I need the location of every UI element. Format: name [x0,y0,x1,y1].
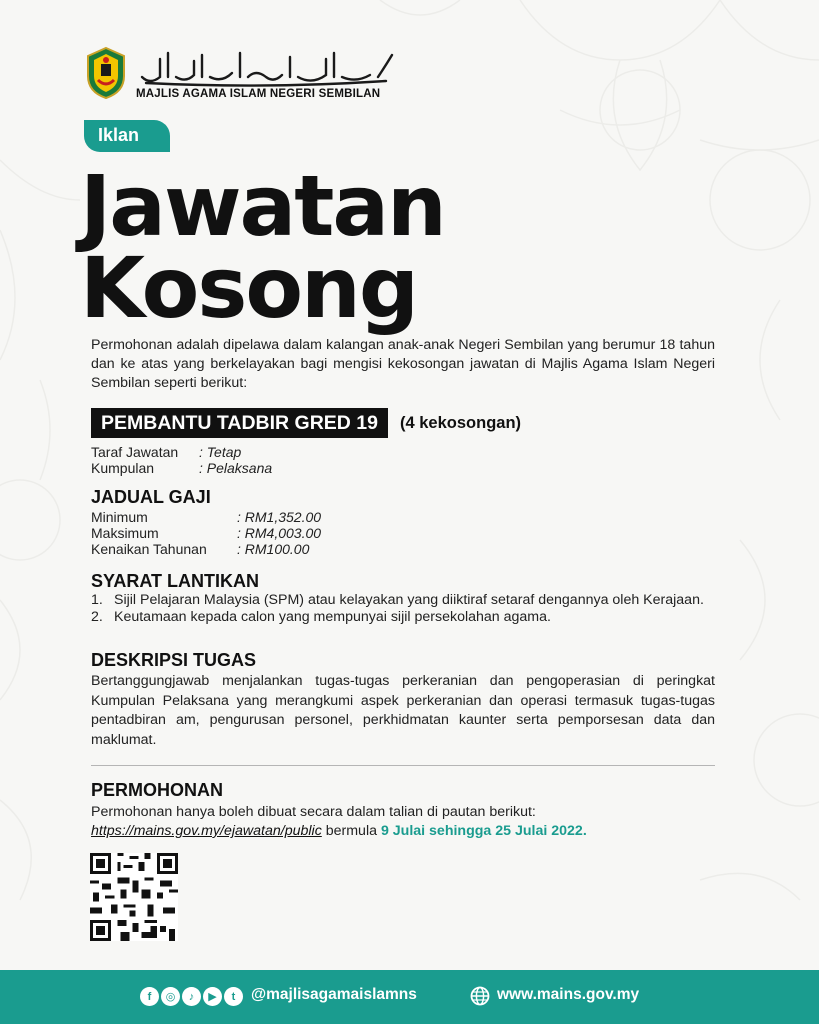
application-dates: 9 Julai sehingga 25 Julai 2022. [380,823,587,839]
position-title: PEMBANTU TADBIR GRED 19 [91,408,388,438]
list-item [91,592,711,609]
iklan-tag: Iklan [84,120,170,152]
qr-code-icon[interactable] [90,853,178,941]
position-row [91,408,521,438]
social-icons [140,987,245,1006]
header [84,46,398,100]
list-text: Sijil Pelajaran Malaysia (SPM) atau kelayakan yang diiktiraf setaraf dengannya oleh Kerajaan. [114,592,704,608]
detail-row [91,444,272,460]
detail-value: : Pelaksana [199,460,273,476]
requirements-heading: SYARAT LANTIKAN [91,571,260,591]
crest-logo-icon [84,46,128,100]
jawi-calligraphy-logo [136,47,398,87]
salary-label: Kenaikan Tahunan [91,541,207,557]
website-link[interactable]: www.mains.gov.my [497,986,640,1003]
application-link[interactable]: https://mains.gov.my/ejawatan/public [91,823,322,839]
list-number: 2. [91,608,103,625]
list-text: Keutamaan kepada calon yang mempunyai sijil persekolahan agama. [114,608,551,625]
description-heading: DESKRIPSI TUGAS [91,650,257,670]
list-item [91,609,711,626]
salary-value: : RM4,003.00 [237,525,322,541]
detail-row [91,460,272,476]
job-details [91,444,272,476]
detail-label: Kumpulan [91,460,155,476]
divider [91,765,715,766]
application-from: bermula [321,823,381,839]
org-name: MAJLIS AGAMA ISLAM NEGERI SEMBILAN [136,87,381,100]
application-text: Permohonan hanya boleh dibuat secara dalam talian di pautan berikut: [91,804,536,820]
salary-row [91,509,321,525]
salary-value: : RM100.00 [237,541,310,557]
salary-row [91,525,321,541]
globe-icon [470,986,490,1006]
list-number: 1. [91,592,103,608]
detail-value: : Tetap [199,444,242,460]
page-title-line-2: Kosong [80,239,417,337]
application-link-row [91,823,587,839]
intro-paragraph: Permohonan adalah dipelawa dalam kalangan anak-anak Negeri Sembilan yang berumur 18 tahun dan ke atas yang berkelayakan bagi mengisi kekosongan jawatan di Majlis Agama Islam Negeri Sembilan seperti berikut: [91,337,715,391]
salary-table [91,509,321,557]
youtube-icon[interactable]: ▶ [203,987,222,1006]
social-handle[interactable]: @majlisagamaislamns [251,986,417,1003]
instagram-icon[interactable]: ◎ [161,987,180,1006]
org-name-block [136,47,398,100]
salary-label: Maksimum [91,525,159,541]
salary-heading: JADUAL GAJI [91,487,211,507]
salary-row [91,541,321,557]
footer [0,970,819,1024]
description-paragraph: Bertanggungjawab menjalankan tugas-tugas perkeranian dan pengoperasian di peringkat Kumpulan Pelaksana yang merangkumi aspek perkeranian dan operasi termasuk tugas-tugas pentadbiran am, pengurusan personel, perkhidmatan kaunter serta pemporsesan data dan maklumat. [91,673,715,748]
twitter-icon[interactable]: t [224,987,243,1006]
facebook-icon[interactable]: f [140,987,159,1006]
requirements-list [91,592,711,625]
salary-label: Minimum [91,509,148,525]
vacancy-count: (4 kekosongan) [400,413,522,432]
application-heading: PERMOHONAN [91,780,224,800]
salary-value: : RM1,352.00 [237,509,322,525]
tiktok-icon[interactable]: ♪ [182,987,201,1006]
page-title-line-1: Jawatan [80,157,445,255]
detail-label: Taraf Jawatan [91,444,179,460]
jawi-text: مجليس اݢام اسلام نڬري سمبيلن [136,46,150,48]
